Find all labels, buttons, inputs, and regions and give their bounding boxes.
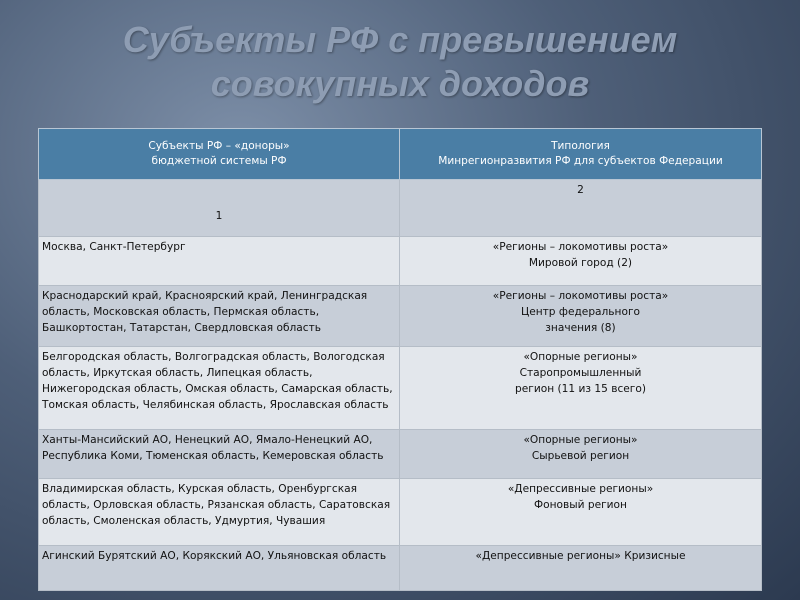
typology-line: регион (11 из 15 всего) (515, 383, 646, 395)
donor-regions-table (38, 128, 762, 591)
slide-title-line-2: совокупных доходов (210, 63, 590, 104)
table-row (39, 237, 762, 286)
typology-line: Центр федерального (520, 306, 641, 318)
typology-line: «Опорные регионы» (523, 434, 638, 446)
header-donor-subjects (39, 129, 400, 180)
subjects-cell: Москва, Санкт-Петербург (39, 237, 400, 286)
slide-title (0, 18, 800, 106)
subjects-cell: Владимирская область, Курская область, Оренбургская область, Орловская область, Рязанская область, Саратовская область, Смоленская область, Удмуртия, Чувашия (39, 479, 400, 546)
header-col2-line1: Типология (551, 140, 610, 152)
header-typology (400, 129, 762, 180)
slide-title-line-1: Субъекты РФ с превышением (122, 19, 678, 60)
table-row (39, 546, 762, 591)
typology-line: Мировой город (2) (528, 257, 633, 269)
subjects-cell: Ханты-Мансийский АО, Ненецкий АО, Ямало-Ненецкий АО, Республика Коми, Тюменская область, Кемеровская область (39, 430, 400, 479)
typology-cell (400, 430, 762, 479)
typology-line: «Депрессивные регионы» (507, 483, 654, 495)
table-row (39, 286, 762, 347)
typology-cell (400, 347, 762, 430)
header-col1-line1: Субъекты РФ – «доноры» (148, 140, 290, 152)
typology-line: «Опорные регионы» (523, 351, 638, 363)
typology-line: «Регионы – локомотивы роста» (492, 290, 669, 302)
typology-cell (400, 237, 762, 286)
typology-line: «Депрессивные регионы» Кризисные (475, 550, 686, 562)
header-col2-line2: Минрегионразвития РФ для субъектов Федерации (438, 155, 723, 167)
table-row (39, 347, 762, 430)
number-cell-2: 2 (400, 180, 762, 237)
typology-line: Фоновый регион (534, 499, 627, 511)
subjects-cell: Агинский Бурятский АО, Корякский АО, Ульяновская область (39, 546, 400, 591)
table-header-row (39, 129, 762, 180)
table-row (39, 479, 762, 546)
number-cell-1: 1 (39, 180, 400, 237)
table-row-numbers (39, 180, 762, 237)
typology-line: значения (8) (545, 322, 616, 334)
typology-cell (400, 546, 762, 591)
subjects-cell: Краснодарский край, Красноярский край, Ленинградская область, Московская область, Пермская область, Башкортостан, Татарстан, Свердловская область (39, 286, 400, 347)
typology-cell (400, 479, 762, 546)
typology-cell (400, 286, 762, 347)
subjects-cell: Белгородская область, Волгоградская область, Вологодская область, Иркутская область, Липецкая область, Нижегородская область, Омская область, Самарская область, Томская область, Челябинская область, Ярославская область (39, 347, 400, 430)
header-col1-line2: бюджетной системы РФ (151, 155, 287, 167)
table-row (39, 430, 762, 479)
typology-line: Старопромышленный (519, 367, 642, 379)
typology-line: «Регионы – локомотивы роста» (492, 241, 669, 253)
typology-line: Сырьевой регион (531, 450, 630, 462)
